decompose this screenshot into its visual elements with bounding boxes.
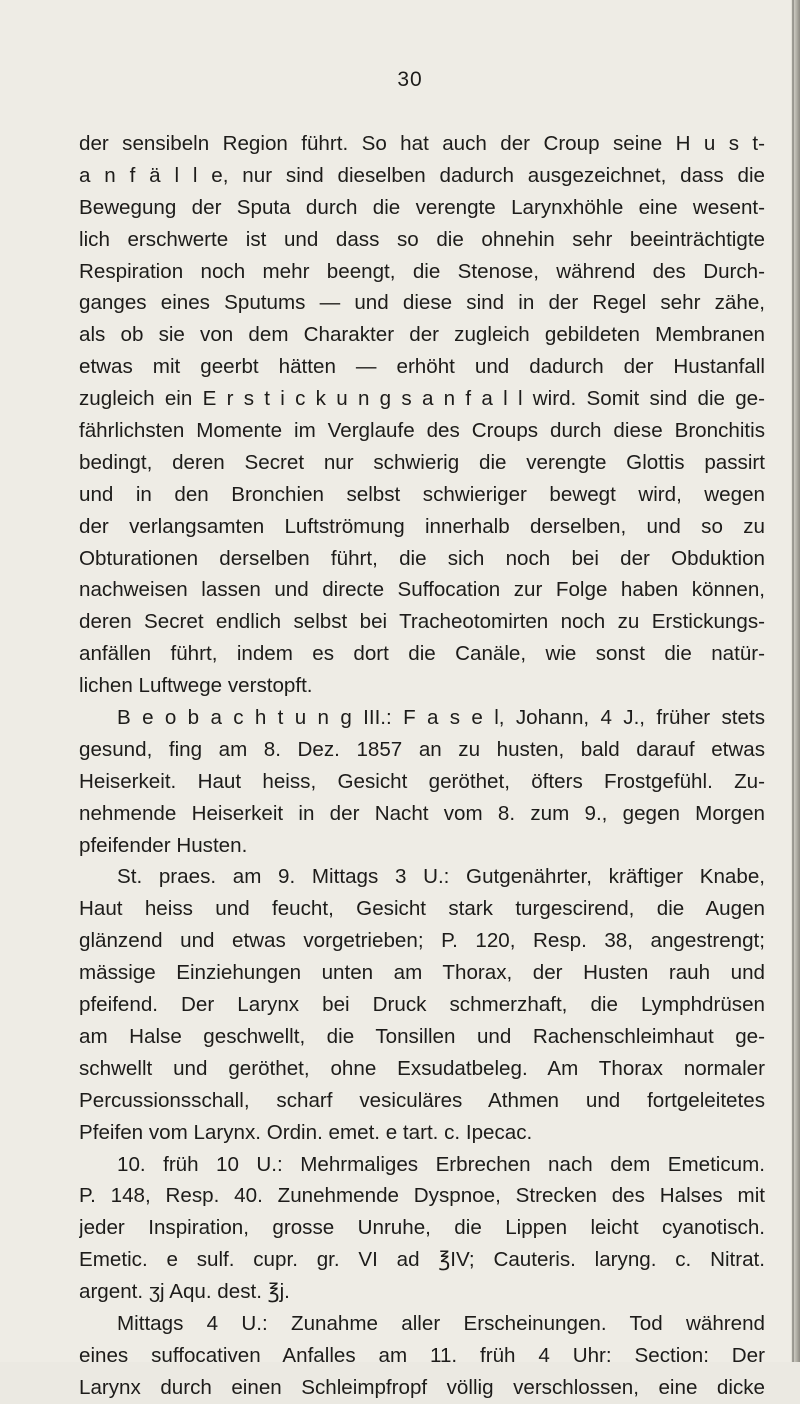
text-line: bedingt, deren Secret nur schwierig die verengte Glottis passirt	[79, 450, 765, 474]
text-line: Respiration noch mehr beengt, die Stenose, während des Durch-	[79, 259, 765, 283]
text-line: ganges eines Sputums — und diese sind in der Regel sehr zähe,	[79, 291, 765, 315]
text-line: pfeifender Husten.	[79, 833, 248, 857]
page-number: 30	[397, 68, 423, 91]
text-line: schwellt und geröthet, ohne Exsudatbeleg. Am Thorax normaler	[79, 1056, 765, 1080]
text-line: und in den Bronchien selbst schwieriger bewegt wird, wegen	[79, 482, 765, 506]
text-line: Obturationen derselben führt, die sich noch bei der Obduktion	[79, 546, 765, 570]
text-line: Haut heiss und feucht, Gesicht stark turgescirend, die Augen	[79, 897, 765, 921]
text-line: glänzend und etwas vorgetrieben; P. 120, Resp. 38, angestrengt;	[79, 929, 765, 953]
body-text	[79, 128, 765, 1404]
text-line: jeder Inspiration, grosse Unruhe, die Lippen leicht cyanotisch.	[79, 1216, 765, 1240]
text-line: Bewegung der Sputa durch die verengte Larynxhöhle eine wesent-	[79, 195, 765, 219]
text-line: argent. ʒj Aqu. dest. ℥j.	[79, 1280, 290, 1304]
text-line: pfeifend. Der Larynx bei Druck schmerzhaft, die Lymphdrüsen	[79, 993, 765, 1017]
text-line: der verlangsamten Luftströmung innerhalb derselben, und so zu	[79, 514, 765, 538]
text-line: Pfeifen vom Larynx. Ordin. emet. e tart. c. Ipecac.	[79, 1120, 533, 1144]
text-line: 10. früh 10 U.: Mehrmaliges Erbrechen nach dem Emeticum.	[117, 1152, 765, 1176]
text-line: mässige Einziehungen unten am Thorax, der Husten rauh und	[79, 961, 765, 985]
text-line: deren Secret endlich selbst bei Tracheotomirten noch zu Erstickungs-	[79, 610, 765, 634]
text-line: lichen Luftwege verstopft.	[79, 674, 313, 698]
text-line: Larynx durch einen Schleimpfropf völlig verschlossen, eine dicke	[79, 1375, 765, 1399]
text-line: St. praes. am 9. Mittags 3 U.: Gutgenährter, kräftiger Knabe,	[117, 865, 765, 889]
text-line: Heiserkeit. Haut heiss, Gesicht geröthet, öfters Frostgefühl. Zu-	[79, 769, 765, 793]
page-edge-line	[792, 0, 794, 1362]
text-line: etwas mit geerbt hätten — erhöht und dadurch der Hustanfall	[79, 355, 765, 379]
text-line: der sensibeln Region führt. So hat auch der Croup seine H u s t-	[79, 132, 765, 155]
text-line: Percussionsschall, scharf vesiculäres Athmen und fortgeleitetes	[79, 1088, 765, 1112]
text-line: eines suffocativen Anfalles am 11. früh 4 Uhr: Section: Der	[79, 1343, 765, 1367]
text-line: gesund, fing am 8. Dez. 1857 an zu husten, bald darauf etwas	[79, 737, 765, 761]
text-line: lich erschwerte ist und dass so die ohnehin sehr beeinträchtigte	[79, 227, 765, 251]
text-line: am Halse geschwellt, die Tonsillen und Rachenschleimhaut ge-	[79, 1024, 765, 1048]
text-line: nehmende Heiserkeit in der Nacht vom 8. zum 9., gegen Morgen	[79, 801, 765, 825]
text-line: als ob sie von dem Charakter der zugleich gebildeten Membranen	[79, 323, 765, 347]
text-line: P. 148, Resp. 40. Zunehmende Dyspnoe, Strecken des Halses mit	[79, 1184, 765, 1208]
text-line: zugleich ein E r s t i c k u n g s a n f a l l wird. Somit sind die ge-	[79, 387, 765, 411]
text-line: B e o b a c h t u n g III.: F a s e l, Johann, 4 J., früher stets	[117, 706, 765, 730]
text-line: a n f ä l l e, nur sind dieselben dadurch ausgezeichnet, dass die	[79, 163, 765, 187]
text-line: Emetic. e sulf. cupr. gr. VI ad ℥IV; Cauteris. laryng. c. Nitrat.	[79, 1248, 765, 1272]
text-line: fährlichsten Momente im Verglaufe des Croups durch diese Bronchitis	[79, 419, 765, 443]
text-line: anfällen führt, indem es dort die Canäle, wie sonst die natür-	[79, 642, 765, 666]
text-line: Mittags 4 U.: Zunahme aller Erscheinungen. Tod während	[117, 1311, 765, 1335]
text-line: nachweisen lassen und directe Suffocation zur Folge haben können,	[79, 578, 765, 602]
